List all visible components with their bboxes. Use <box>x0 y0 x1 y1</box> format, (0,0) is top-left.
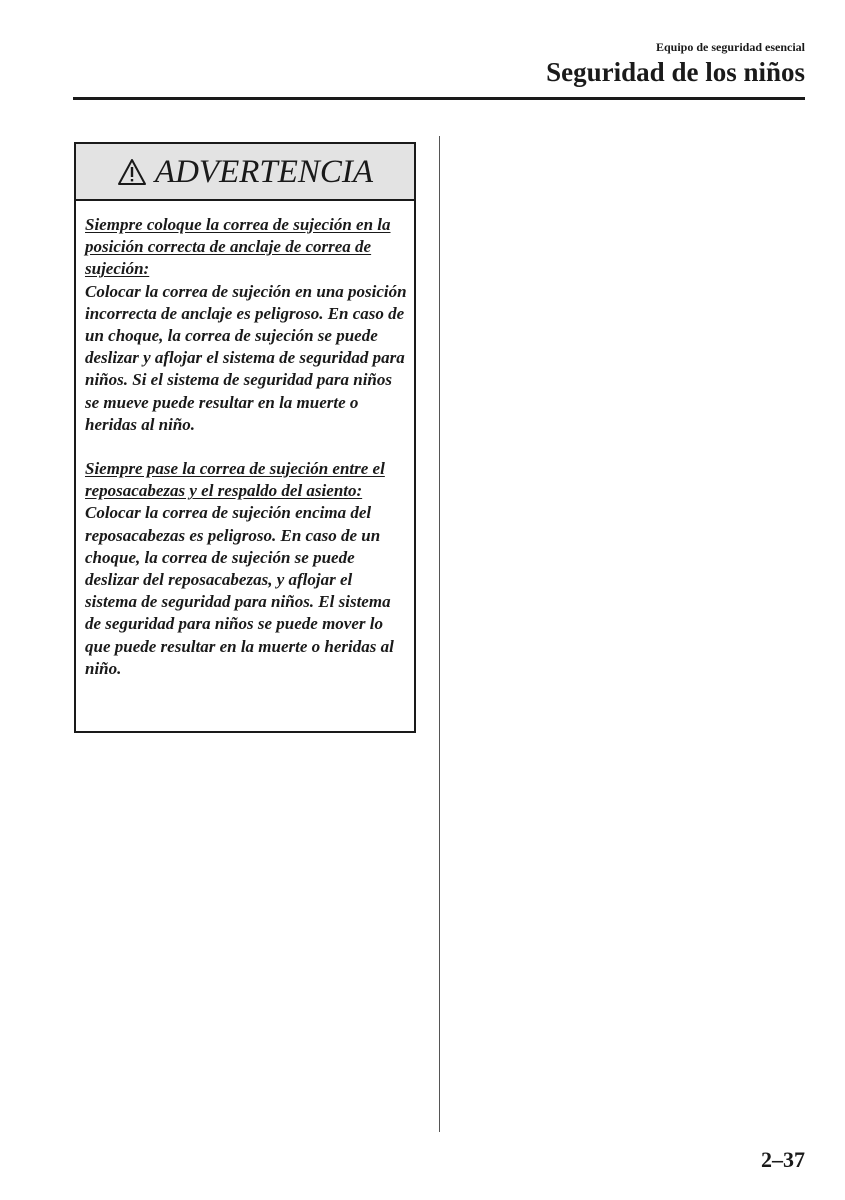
page-number: 2–37 <box>761 1147 805 1172</box>
warning-item-text: Colocar la correa de sujeción encima del reposacabezas es peligroso. En caso de un choque, la correa de sujeción se puede deslizar del reposacabezas, y aflojar el sistema de seguridad para niños. El sistema de seguridad para niños se puede mover lo que puede resultar en la muerte o heridas al niño. <box>85 503 394 678</box>
warning-item <box>85 214 408 436</box>
warning-item-heading: Siempre coloque la correa de sujeción en la posición correcta de anclaje de correa de sujeción: <box>85 215 391 279</box>
warning-title: ADVERTENCIA <box>154 153 374 190</box>
page-title: Seguridad de los niños <box>546 57 805 87</box>
warning-item <box>85 458 408 680</box>
warning-box <box>74 142 416 733</box>
warning-header <box>76 144 414 201</box>
section-name: Equipo de seguridad esencial <box>655 40 805 54</box>
warning-item-text: Colocar la correa de sujeción en una posición incorrecta de anclaje es peligroso. En caso de un choque, la correa de sujeción se puede deslizar y aflojar el sistema de seguridad para niños. Si el sistema de seguridad para niños se mueve puede resultar en la muerte o heridas al niño. <box>85 281 407 434</box>
warning-body <box>76 201 414 680</box>
header-divider <box>73 97 805 100</box>
column-divider <box>439 136 440 1132</box>
warning-item-heading: Siempre pase la correa de sujeción entre el reposacabezas y el respaldo del asiento: <box>85 459 385 501</box>
warning-triangle-icon <box>117 158 147 186</box>
